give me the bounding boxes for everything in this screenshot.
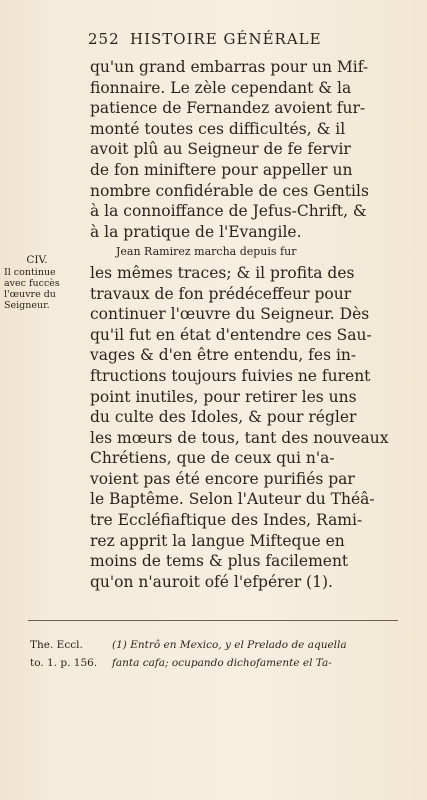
margin-note-line: avec fuccès bbox=[4, 278, 60, 289]
margin-note-line: l'œuvre du bbox=[4, 289, 56, 300]
section-marker: CIV. bbox=[26, 254, 48, 266]
margin-note-line: Seigneur. bbox=[4, 300, 50, 311]
footnote-reference: to. 1. p. 156. bbox=[30, 657, 98, 669]
text-line: vages & d'en être entendu, fes in- bbox=[90, 346, 357, 365]
text-line: patience de Fernandez avoient fur- bbox=[90, 99, 366, 118]
text-line: voient pas été encore purifiés par bbox=[90, 469, 355, 488]
running-title: HISTOIRE GÉNÉRALE bbox=[130, 30, 322, 48]
footnote bbox=[30, 636, 400, 672]
text-line: du culte des Idoles, & pour régler bbox=[90, 408, 357, 427]
text-line: les mêmes traces; & il profita des bbox=[90, 263, 355, 282]
text-line: continuer l'œuvre du Seigneur. Dès bbox=[90, 305, 370, 324]
text-line: avoit plû au Seigneur de fe fervir bbox=[90, 140, 351, 159]
text-line: monté toutes ces difficultés, & il bbox=[90, 119, 346, 138]
text-line: qu'un grand embarras pour un Mif- bbox=[90, 58, 369, 76]
margin-note-line: Il continue bbox=[4, 267, 56, 278]
footnote-divider bbox=[28, 620, 398, 621]
text-line: travaux de fon prédéceffeur pour bbox=[90, 284, 352, 303]
text-line: tre Eccléfiaftique des Indes, Rami- bbox=[90, 511, 363, 530]
footnote-text: (1) Entrô en Mexico, y el Prelado de aquella bbox=[112, 639, 347, 651]
text-line: Chrétiens, que de ceux qui n'a- bbox=[90, 449, 335, 468]
text-line: rez apprit la langue Mifteque en bbox=[90, 531, 345, 550]
footnote-reference: The. Eccl. bbox=[30, 639, 83, 651]
footnote-text: fanta cafa; ocupando dichofamente el Ta- bbox=[112, 657, 332, 669]
text-line: Jean Ramirez marcha depuis fur bbox=[116, 245, 297, 259]
footnote-row bbox=[30, 636, 400, 654]
text-line: fionnaire. Le zèle cependant & la bbox=[90, 78, 352, 97]
footnote-row bbox=[30, 654, 400, 672]
text-line: qu'on n'auroit ofé l'efpérer (1). bbox=[90, 572, 333, 591]
page-number: 252 bbox=[88, 30, 120, 48]
text-line: qu'il fut en état d'entendre ces Sau- bbox=[90, 325, 372, 344]
text-line: de fon miniftere pour appeller un bbox=[90, 160, 353, 179]
text-line: le Baptême. Selon l'Auteur du Théâ- bbox=[90, 490, 375, 509]
text-line: les mœurs de tous, tant des nouveaux bbox=[90, 428, 389, 447]
text-line: nombre confidérable de ces Gentils bbox=[90, 181, 369, 200]
text-line: ftructions toujours fuivies ne furent bbox=[90, 366, 371, 385]
margin-note bbox=[4, 255, 90, 311]
main-text bbox=[90, 57, 390, 592]
text-line: à la pratique de l'Evangile. bbox=[90, 222, 302, 241]
text-line: à la connoiffance de Jefus-Chrift, & bbox=[90, 202, 367, 221]
text-line: moins de tems & plus facilement bbox=[90, 552, 349, 571]
running-header bbox=[88, 30, 398, 52]
text-line: point inutiles, pour retirer les uns bbox=[90, 387, 357, 406]
